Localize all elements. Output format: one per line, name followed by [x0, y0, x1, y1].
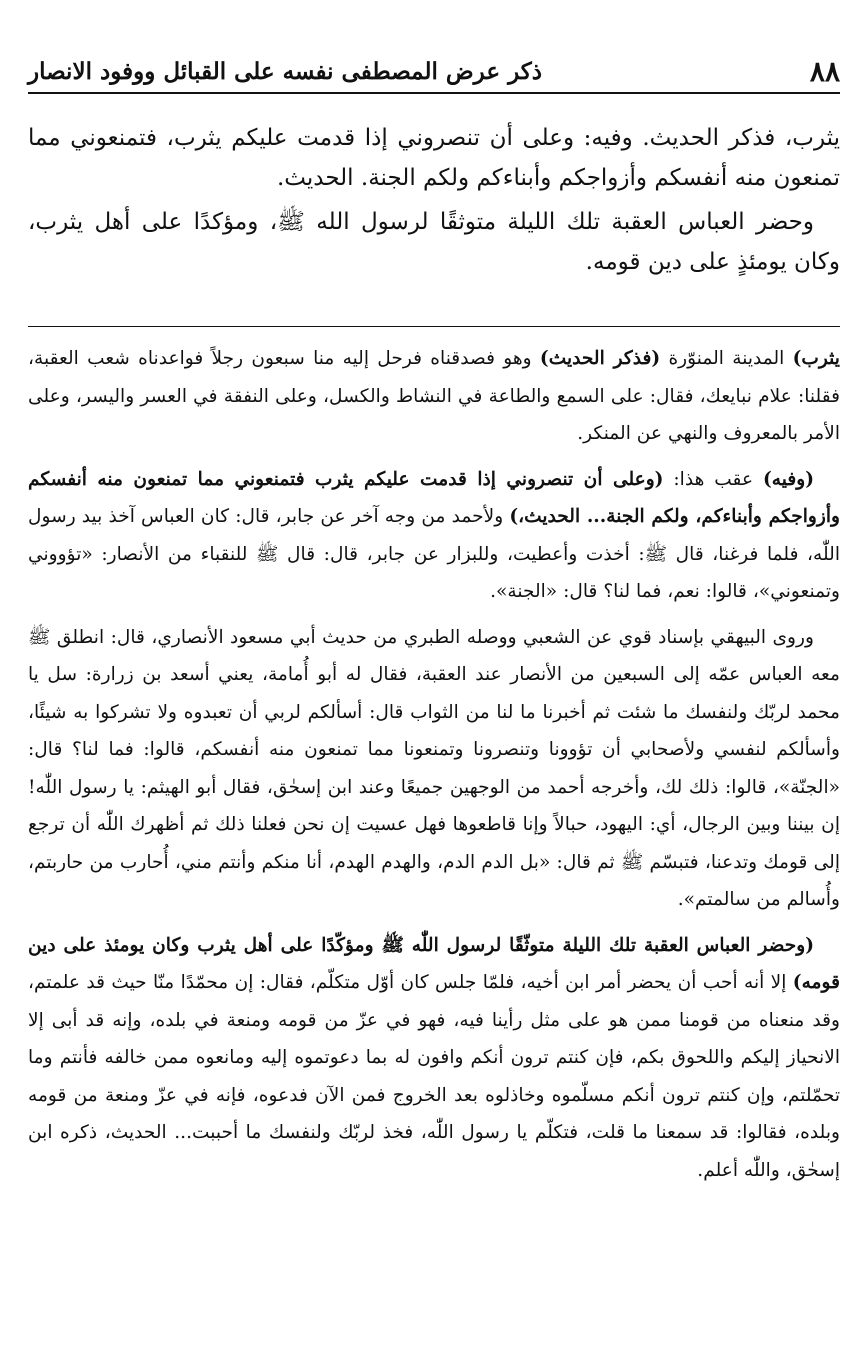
commentary-lemma: (وفيه): [762, 468, 814, 490]
footnote-divider: [28, 326, 840, 327]
commentary-lemma: (وحضر العباس العقبة تلك الليلة متوثّقًا لرسول اللّٰه ﷺ ومؤكّدًا على أهل يثرب وكان يومئذ على دين قومه): [28, 934, 840, 993]
commentary-paragraph: [28, 619, 840, 919]
commentary-paragraph: [28, 340, 840, 453]
main-paragraph: وحضر العباس العقبة تلك الليلة متوثقًا لرسول الله ﷺ، ومؤكدًا على أهل يثرب، وكان يومئذٍ على دين قومه.: [28, 209, 840, 275]
main-paragraph: يثرب، فذكر الحديث. وفيه: وعلى أن تنصروني إذا قدمت عليكم يثرب، فتمنعوني مما تمنعون منه أنفسكم وأزواجكم وأبناءكم ولكم الجنة. الحديث.: [28, 125, 840, 191]
page-number: ٨٨: [809, 54, 840, 88]
page-header: [28, 50, 840, 94]
commentary-lemma: (وعلى أن تنصروني إذا قدمت عليكم يثرب فتمنعوني مما تمنعون منه أنفسكم وأزواجكم وأبناءكم، ولكم الجنة... الحديث،): [28, 468, 840, 527]
commentary-paragraph: [28, 461, 840, 611]
running-title: ذكر عرض المصطفى نفسه على القبائل ووفود الانصار: [28, 57, 542, 85]
commentary-lemma: يثرب): [792, 348, 840, 369]
commentary-text: وروى البيهقي بإسناد قوي عن الشعبي ووصله الطبري من حديث أبي مسعود الأنصاري، قال: انطلق ﷺ معه العباس عمّه إلى السبعين من الأنصار عند العقبة، فقال له أبو أُمامة، يعني أسعد بن زرارة: سل يا محمد لربّك ولنفسك ما شئت ثم أخبرنا ما لنا من الثواب قال: أسألكم لربي أن تعبدوه ولا تشركوا به شيئًا، وأسألكم لنفسي ولأصحابي أن تؤوونا وتنصرونا وتمنعونا مما تمنعون منه أنفسكم، قالوا: فما لنا؟ قال: «الجنّة»، قالوا: ذلك لك، وأخرجه أحمد من الوجهين جميعًا وعند ابن إسحٰق، فقال أبو الهيثم: يا رسول اللّٰه! إن بيننا وبين الرجال، أي: اليهود، حبالاً وإنا قاطعوها فهل عسيت إن نحن فعلنا ذلك ثم أظهرك اللّٰه أن ترجع إلى قومك وتدعنا، فتبسّم ﷺ ثم قال: «بل الدم الدم، والهدم الهدم، أنا منكم وأنتم مني، أُحارب من حاربتم، وأُسالم من سالمتم».: [28, 626, 840, 910]
commentary-text: وهو فصدقناه فرحل إليه منا سبعون رجلاً فواعدناه شعب العقبة، فقلنا: علام نبايعك، فقال: على السمع والطاعة في النشاط والكسل، وعلى النفقة في العسر واليسر، وعلى الأمر بالمعروف والنهي عن المنكر.: [28, 348, 840, 444]
commentary-text: عقب هذا:: [673, 468, 754, 490]
commentary-lemma: (فذكر الحديث): [539, 348, 661, 369]
commentary-text: المدينة المنوّرة: [668, 348, 785, 369]
commentary-paragraph: [28, 927, 840, 1190]
commentary-text: إلا أنه أحب أن يحضر أمر ابن أخيه، فلمّا جلس كان أوّل متكلّم، فقال: إن محمّدًا منّا حيث قد علمتم، وقد منعناه من قومنا ممن هو على مثل رأينا فيه، فهو في عزّ من قومه ومنعة في بلده، وإنه قد أبى إلا الانحياز إليكم واللحوق بكم، فإن كنتم ترون أنكم وافون له بما دعوتموه إليه ومانعوه ممن خالفه فأنتم وما تحمّلتم، وإن كنتم ترون أنكم مسلّموه وخاذلوه بعد الخروج فمن الآن فدعوه، فإنه في عزّ ومنعة من قومه وبلده، فقالوا: قد سمعنا ما قلت، فتكلّم يا رسول اللّٰه، فخذ لربّك ولنفسك ما أحببت... الحديث، ذكره ابن إسحٰق، واللّٰه أعلم.: [28, 972, 840, 1181]
commentary: [28, 340, 840, 1197]
main-text: [28, 118, 840, 286]
commentary-text: ولأحمد من وجه آخر عن جابر، قال: كان العباس آخذ بيد رسول اللّٰه، فلما فرغنا، قال ﷺ: أخذت وأعطيت، وللبزار عن جابر، قال: قال ﷺ للنقباء من الأنصار: «تؤووني وتمنعوني»، قالوا: نعم، فما لنا؟ قال: «الجنة».: [28, 506, 840, 602]
